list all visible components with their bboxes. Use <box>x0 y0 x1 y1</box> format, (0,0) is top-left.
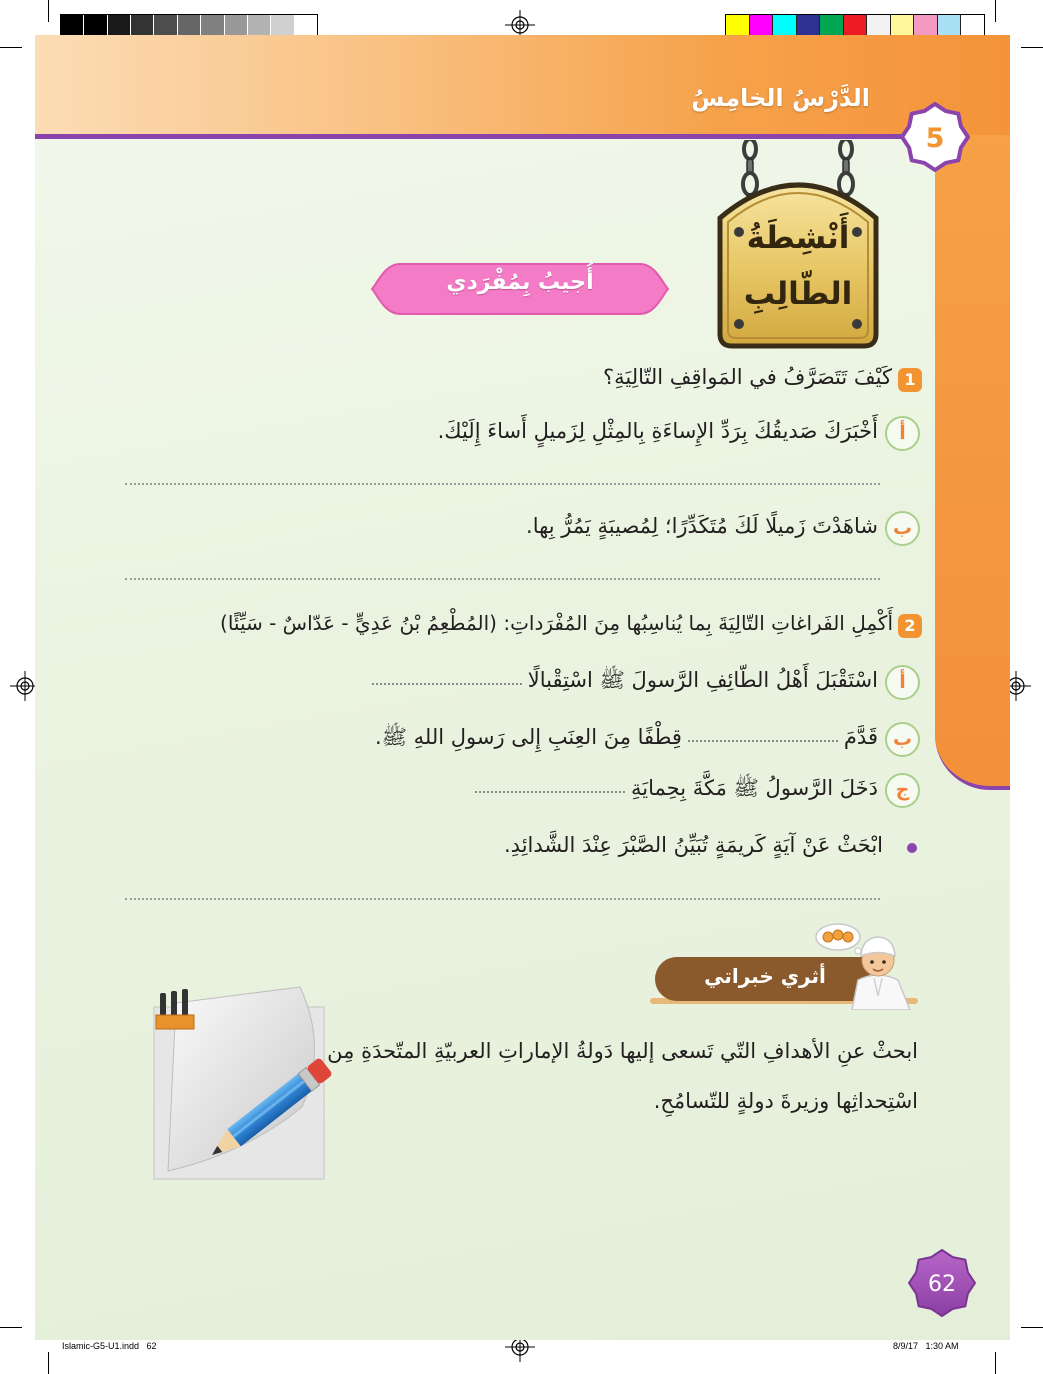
item-letter-badge: أ <box>885 416 920 451</box>
question-2-item-b <box>375 723 878 751</box>
item-text: اسْتَقْبَلَ أَهْلُ الطّائِفِ الرَّسولَ ﷺ اسْتِقْبالًا <box>527 668 878 692</box>
question-number-badge: 1 <box>898 368 922 392</box>
grayscale-swatch <box>295 15 317 37</box>
color-swatch <box>938 15 962 37</box>
crop-mark <box>0 47 22 48</box>
page-number-badge <box>907 1248 977 1318</box>
lesson-number-badge <box>900 102 970 172</box>
question-1-text: كَيْفَ تَتَصَرَّفُ في المَواقِفِ التّالِيَةِ؟ <box>602 365 892 389</box>
answer-line <box>125 898 880 900</box>
sign-line-1: أَنْشِطَةُ <box>746 220 850 256</box>
color-swatch <box>797 15 821 37</box>
section-banner-label: أُجيبُ بِمُفْرَدي <box>446 270 594 295</box>
header-divider <box>35 134 935 139</box>
color-swatch <box>844 15 868 37</box>
grayscale-swatch <box>225 15 248 37</box>
question-1-item-b: شاهَدْتَ زَميلًا لَكَ مُتَكَدِّرًا؛ لِمُصيبَةٍ يَمُرُّ بِها. <box>526 514 878 538</box>
color-swatch <box>726 15 750 37</box>
answer-line <box>125 483 880 485</box>
answer-line <box>125 578 880 580</box>
question-1-item-a: أَخْبَرَكَ صَديقُكَ بِرَدِّ الإِساءَةِ بِالمِثْلِ لِزَميلٍ أَساءَ إِلَيْكَ. <box>437 419 878 443</box>
enrichment-text-line-2: اسْتِحداثِها وزيرةَ دولةٍ للتّسامُحِ. <box>653 1089 918 1113</box>
grayscale-swatch <box>201 15 224 37</box>
grayscale-swatch <box>84 15 107 37</box>
color-swatch <box>773 15 797 37</box>
grayscale-swatch <box>131 15 154 37</box>
fill-in-blank <box>688 740 838 742</box>
grayscale-swatch <box>248 15 271 37</box>
question-number-badge: 2 <box>898 614 922 638</box>
fill-in-blank <box>372 683 522 685</box>
fill-in-blank <box>475 791 625 793</box>
enrichment-text-line-1: ابحثْ عنِ الأهدافِ التّي تَسعى إليها دَولةُ الإماراتِ العربيّةِ المتّحدَةِ مِن <box>327 1039 918 1063</box>
item-text: قِطْفًا مِنَ العِنَبِ إِلى رَسولِ اللهِ ﷺ. <box>374 725 682 749</box>
crop-mark <box>1021 1327 1043 1328</box>
footer-timestamp: 8/9/17 1:30 AM <box>893 1341 959 1351</box>
grayscale-swatch <box>271 15 294 37</box>
item-letter-badge: ب <box>885 722 920 757</box>
crop-mark <box>995 0 996 22</box>
notebook-pencil-illustration <box>150 985 335 1185</box>
grayscale-swatch <box>108 15 131 37</box>
color-swatch <box>961 15 984 37</box>
bullet-task-text: ابْحَثْ عَنْ آيَةٍ كَريمَةٍ تُبَيِّنُ الصَّبْرَ عِنْدَ الشَّدائِدِ. <box>504 833 883 857</box>
question-2-item-a <box>366 666 878 694</box>
side-band <box>935 135 1010 790</box>
crop-mark <box>1021 47 1043 48</box>
lesson-title: الدَّرْسُ الخامِسُ <box>691 84 870 112</box>
sign-line-2: الطّالِبِ <box>743 276 853 312</box>
color-swatch <box>820 15 844 37</box>
color-swatch <box>750 15 774 37</box>
crop-mark <box>48 1352 49 1374</box>
student-illustration <box>812 918 920 1010</box>
lesson-number: 5 <box>925 123 945 154</box>
question-2-item-c <box>469 774 878 802</box>
grayscale-swatch <box>61 15 84 37</box>
item-text: قَدَّمَ <box>843 725 878 749</box>
item-letter-badge: أ <box>885 665 920 700</box>
crop-mark <box>0 1327 22 1328</box>
crop-mark <box>995 1352 996 1374</box>
color-swatch <box>891 15 915 37</box>
bullet-icon <box>907 843 917 853</box>
item-letter-badge: ج <box>885 773 920 808</box>
grayscale-swatch <box>178 15 201 37</box>
color-swatch <box>867 15 891 37</box>
item-text: دَخَلَ الرَّسولُ ﷺ مَكَّةَ بِحِمايَةِ <box>631 776 878 800</box>
grayscale-swatch <box>154 15 177 37</box>
item-letter-badge: ب <box>885 511 920 546</box>
question-2-text: أَكْمِلِ الفَراغاتِ التّالِيَةَ بِما يُناسِبُها مِنَ المُفْرَداتِ: (المُطْعِمُ بْنُ عَدِيٍّ - عَدّاسٌ - سَيِّئًا) <box>220 611 893 635</box>
crop-mark <box>48 0 49 22</box>
color-swatch <box>914 15 938 37</box>
enrichment-banner-label: أثري خبراتي <box>704 964 826 988</box>
thought-bubble-icon <box>816 924 861 954</box>
page-number: 62 <box>928 1272 956 1297</box>
footer-file-name: Islamic-G5-U1.indd 62 <box>62 1341 157 1351</box>
